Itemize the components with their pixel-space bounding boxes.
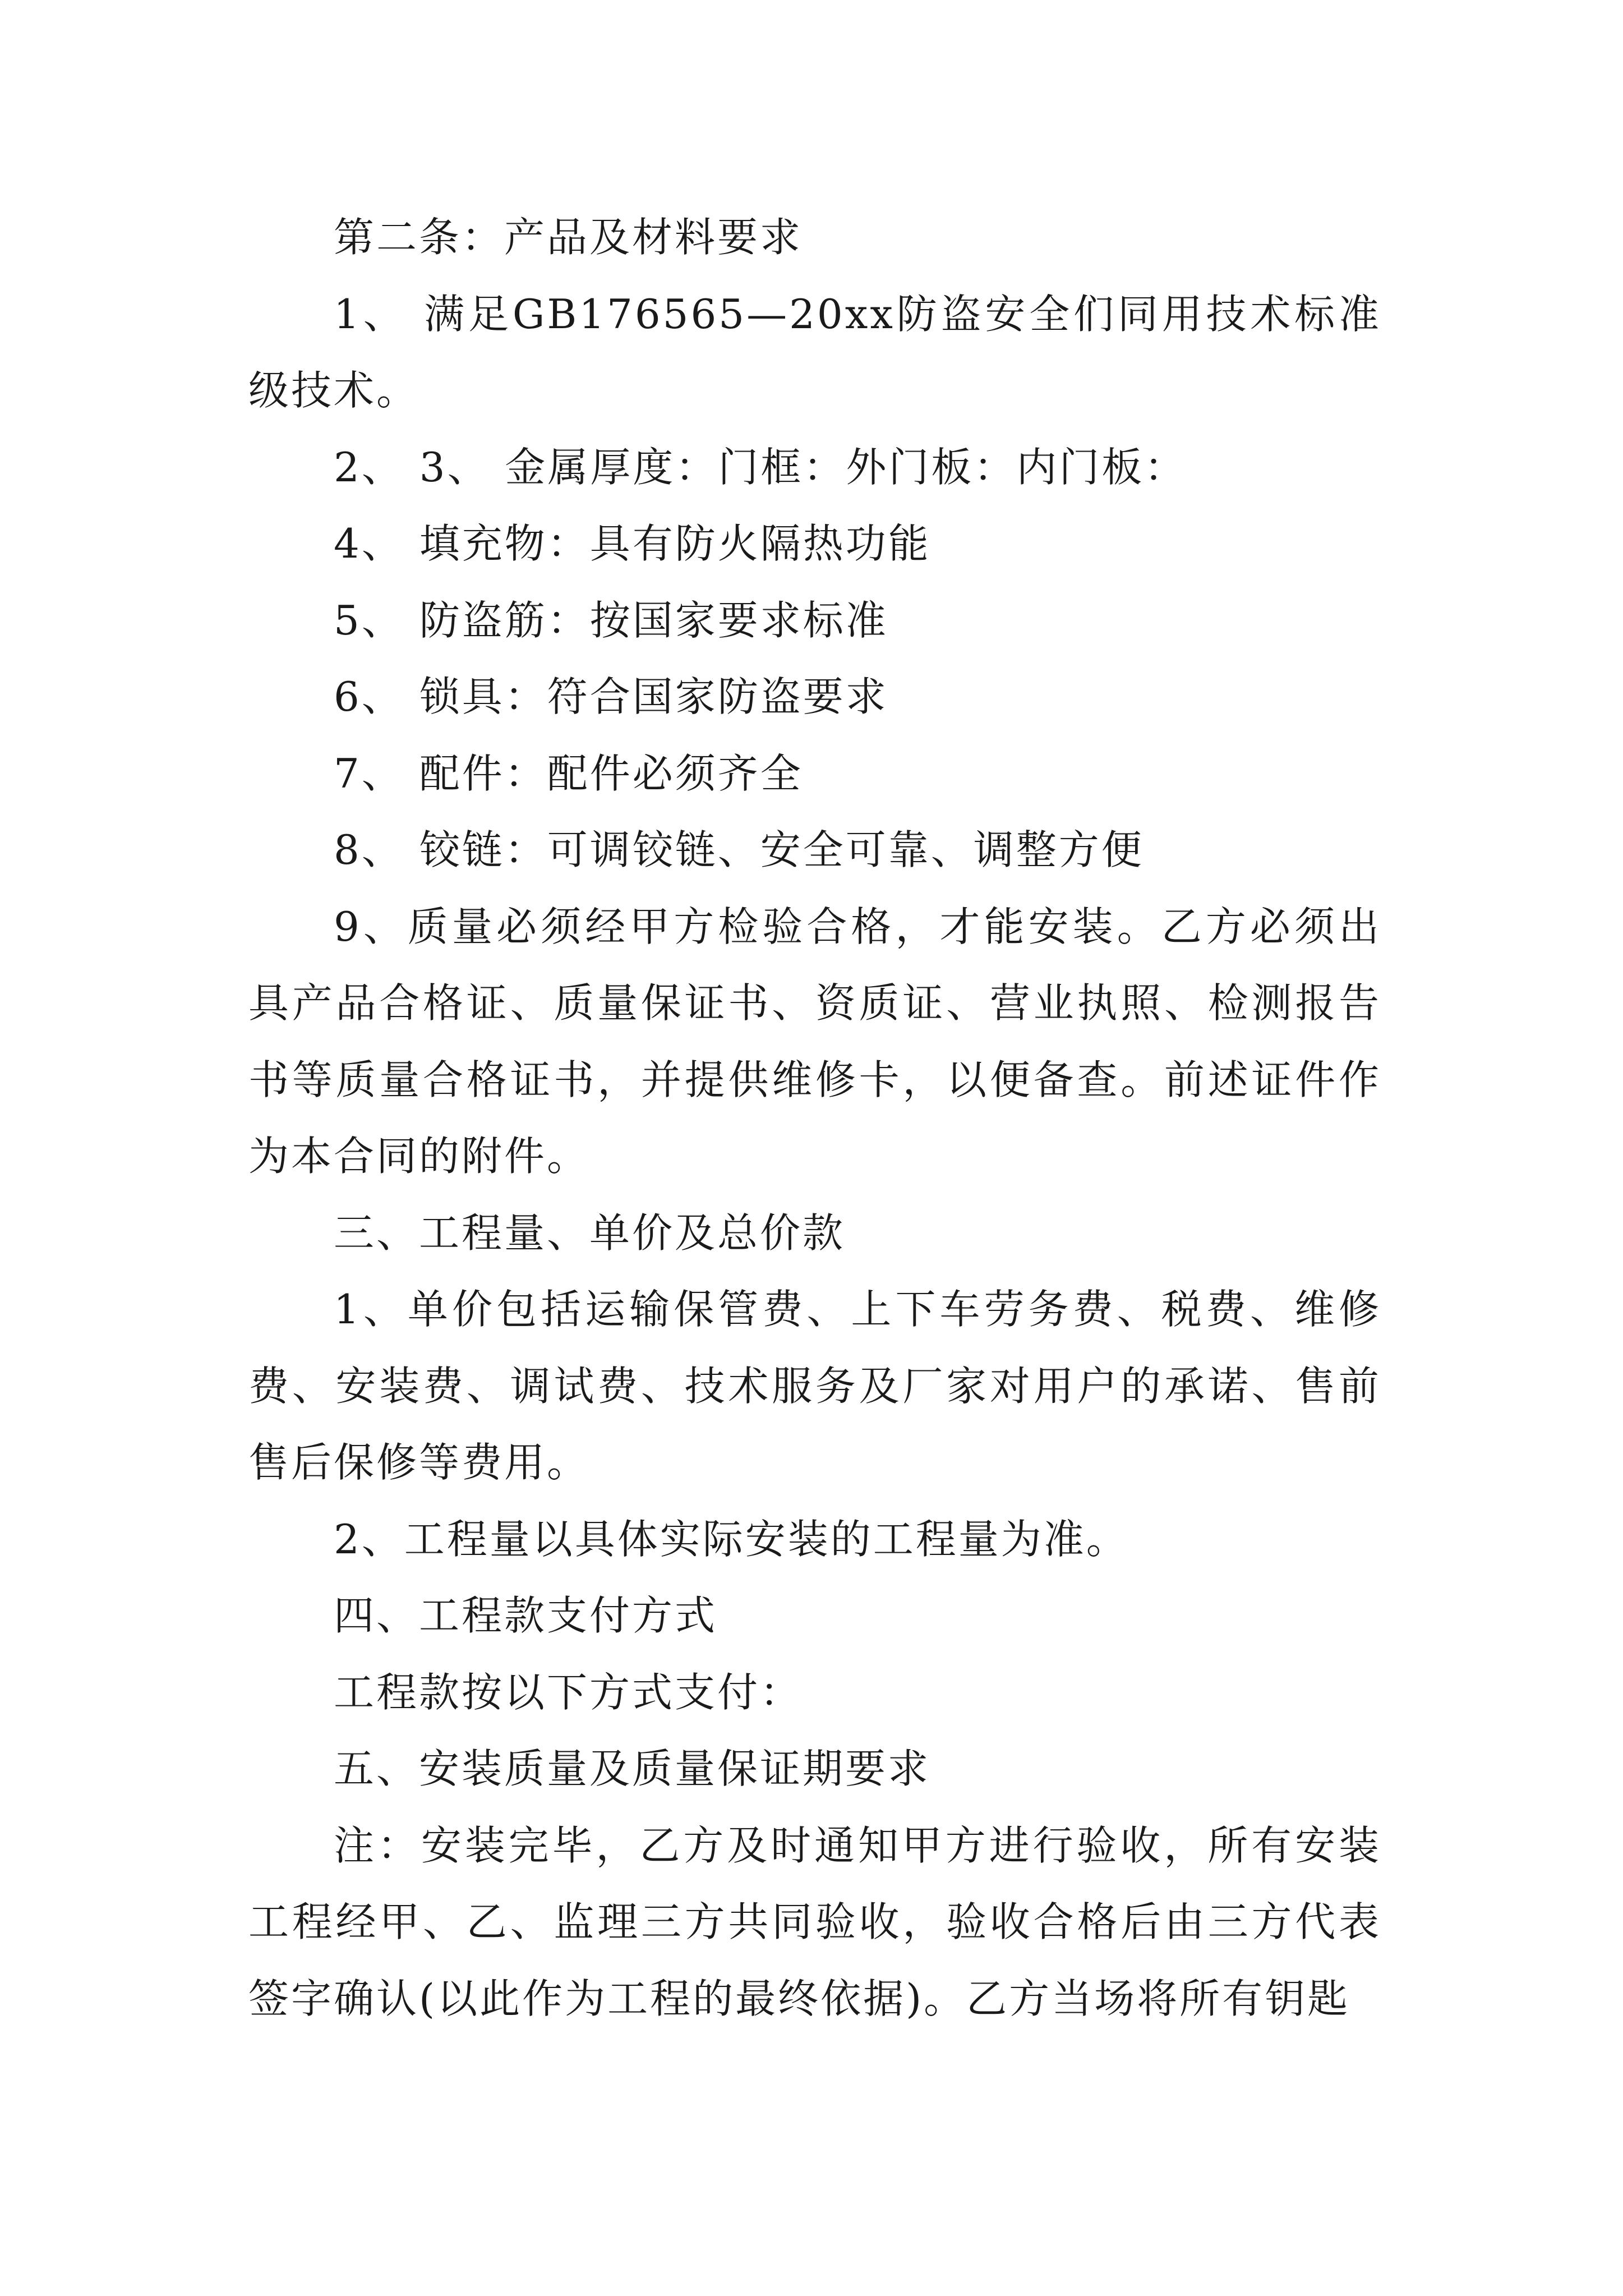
list-item-filler: 4、 填充物：具有防火隔热功能 bbox=[334, 520, 931, 567]
section-heading-quality-warranty: 五、安装质量及质量保证期要求 bbox=[334, 1745, 931, 1792]
document-body bbox=[248, 199, 1381, 2037]
list-item-quality-inspection: 9、质量必须经甲方检验合格，才能安装。乙方必须出具产品合格证、质量保证书、资质证、营业执照、检测报告书等质量合格证书，并提供维修卡，以便备查。前述证件作为本合同的附件。 bbox=[248, 903, 1381, 1180]
paragraph-payment-method: 工程款按以下方式支付： bbox=[334, 1668, 803, 1716]
list-item-unit-price: 1、单价包括运输保管费、上下车劳务费、税费、维修费、安装费、调试费、技术服务及厂家对用户的承诺、售前售后保修等费用。 bbox=[248, 1286, 1381, 1486]
list-item-quantity: 2、工程量以具体实际安装的工程量为准。 bbox=[334, 1515, 1129, 1563]
paragraph-acceptance-note: 注：安装完毕，乙方及时通知甲方进行验收，所有安装工程经甲、乙、监理三方共同验收，验收合格后由三方代表签字确认(以此作为工程的最终依据)。乙方当场将所有钥匙 bbox=[248, 1821, 1381, 2022]
list-item-standard: 1、 满足GB176565—20xx防盗安全们同用技术标准级技术。 bbox=[248, 290, 1381, 414]
section-heading-product-requirements: 第二条：产品及材料要求 bbox=[334, 214, 803, 261]
list-item-anti-theft-rib: 5、 防盗筋：按国家要求标准 bbox=[334, 596, 888, 644]
list-item-lock: 6、 锁具：符合国家防盗要求 bbox=[334, 673, 888, 720]
section-heading-payment: 四、工程款支付方式 bbox=[334, 1592, 718, 1639]
list-item-accessories: 7、 配件：配件必须齐全 bbox=[334, 749, 803, 797]
list-item-metal-thickness: 2、 3、 金属厚度：门框：外门板：内门板： bbox=[334, 443, 1187, 491]
section-heading-quantity-price: 三、工程量、单价及总价款 bbox=[334, 1209, 846, 1257]
list-item-hinge: 8、 铰链：可调铰链、安全可靠、调整方便 bbox=[334, 826, 1144, 873]
